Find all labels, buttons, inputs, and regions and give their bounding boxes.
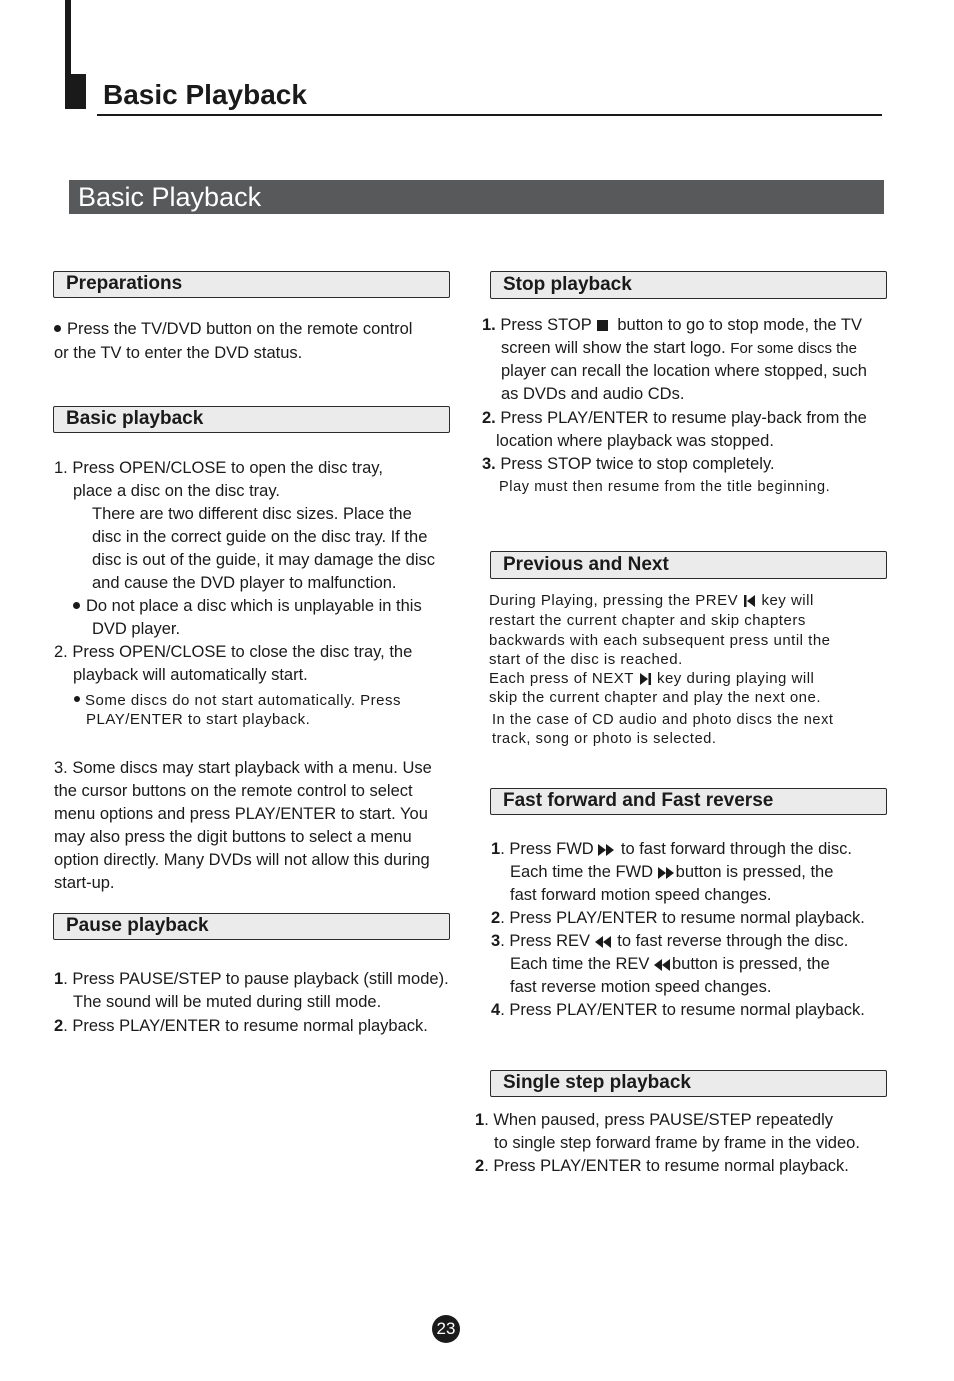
stop-text-1a: Press STOP (500, 316, 592, 334)
basic-line-11-text: Some discs do not start automatically. Press (85, 692, 402, 709)
basic-p3-line-2: the cursor buttons on the remote control to select (54, 782, 413, 800)
stop-text-2a: screen will show the start logo. (501, 339, 726, 357)
fast-forward-icon (598, 844, 616, 856)
step-text-3: . Press PLAY/ENTER to resume normal playback. (484, 1157, 849, 1175)
page-number: 23 (432, 1315, 460, 1343)
preparations-line-1: Press the TV/DVD button on the remote control (54, 318, 412, 341)
stop-line-1 (482, 314, 862, 337)
basic-line-10: playback will automatically start. (73, 666, 308, 684)
basic-p3-line-1: 3. Some discs may start playback with a menu. Use (54, 759, 432, 777)
prevnext-line-2: restart the current chapter and skip chapters (489, 612, 806, 629)
pause-num-2: 2 (54, 1017, 64, 1035)
stop-line-2 (501, 337, 857, 360)
prevnext-text-5b: key during playing will (656, 670, 815, 687)
section-banner: Basic Playback (69, 180, 884, 214)
basic-line-1: 1. Press OPEN/CLOSE to open the disc tray, (54, 459, 383, 477)
fast-forward-reverse-heading: Fast forward and Fast reverse (490, 788, 887, 815)
stop-num-3: 3. (482, 455, 496, 473)
pause-num-1: 1 (54, 970, 64, 988)
ff-text-5a: . Press REV (500, 932, 591, 950)
stop-text-7: Press STOP twice to stop completely. (500, 455, 775, 473)
ff-line-4 (491, 907, 865, 930)
basic-line-7: Do not place a disc which is unplayable in this (73, 595, 422, 618)
basic-line-9: 2. Press OPEN/CLOSE to close the disc tray, the (54, 643, 413, 661)
preparations-line-2: or the TV to enter the DVD status. (54, 344, 303, 362)
basic-playback-heading: Basic playback (53, 406, 450, 433)
ff-line-2 (510, 861, 833, 884)
ff-num-4: 4 (491, 1001, 501, 1019)
ff-text-2a: Each time the FWD (510, 863, 654, 881)
basic-p3-line-5: option directly. Many DVDs will not allow this during (54, 851, 430, 869)
stop-playback-heading: Stop playback (490, 271, 887, 299)
stop-icon (597, 320, 608, 331)
stop-line-4: as DVDs and audio CDs. (501, 385, 685, 403)
stop-text-5: Press PLAY/ENTER to resume play-back from the (500, 409, 867, 427)
previous-next-heading: Previous and Next (490, 551, 887, 579)
basic-p3-line-3: menu options and press PLAY/ENTER to start. You (54, 805, 428, 823)
basic-line-6: and cause the DVD player to malfunction. (92, 574, 397, 592)
title-rule (97, 114, 882, 116)
page-title: Basic Playback (103, 79, 307, 110)
ff-line-6 (510, 953, 830, 976)
prevnext-line-8: track, song or photo is selected. (492, 731, 717, 747)
prevnext-text-1b: key will (761, 592, 814, 609)
prevnext-line-1 (489, 591, 814, 611)
stop-num-2: 2. (482, 409, 496, 427)
basic-line-12: PLAY/ENTER to start playback. (86, 711, 311, 728)
ff-num-1: 1 (491, 840, 501, 858)
pause-text-3: . Press PLAY/ENTER to resume normal playback. (63, 1017, 428, 1035)
basic-line-4: disc in the correct guide on the disc tray. If the (92, 528, 428, 546)
prevnext-text-1a: During Playing, pressing the PREV (489, 592, 739, 609)
stop-line-8: Play must then resume from the title beginning. (499, 479, 831, 495)
ff-text-5b: to fast reverse through the disc. (617, 932, 849, 950)
ff-num-2: 2 (491, 909, 501, 927)
stop-text-2b: For some discs the (730, 340, 857, 357)
ff-line-1 (491, 838, 852, 861)
pause-line-1 (54, 968, 449, 991)
prevnext-text-5a: Each press of NEXT (489, 670, 634, 687)
prevnext-line-3: backwards with each subsequent press until the (489, 632, 831, 649)
bullet-icon (74, 696, 80, 702)
fast-reverse-icon (595, 936, 613, 948)
header-block-decoration (65, 74, 86, 109)
step-num-1: 1 (475, 1111, 485, 1129)
pause-text-1: . Press PAUSE/STEP to pause playback (still mode). (63, 970, 449, 988)
step-line-1 (475, 1109, 833, 1132)
basic-line-3: There are two different disc sizes. Place the (92, 505, 412, 523)
ff-line-8 (491, 999, 865, 1022)
ff-text-8: . Press PLAY/ENTER to resume normal playback. (500, 1001, 865, 1019)
prevnext-line-7: In the case of CD audio and photo discs the next (492, 712, 834, 728)
ff-text-4: . Press PLAY/ENTER to resume normal playback. (500, 909, 865, 927)
step-line-2: to single step forward frame by frame in the video. (494, 1134, 860, 1152)
fast-reverse-icon (654, 959, 672, 971)
stop-line-6: location where playback was stopped. (496, 432, 774, 450)
prevnext-line-6: skip the current chapter and play the next one. (489, 689, 822, 706)
stop-line-3: player can recall the location where stopped, such (501, 362, 867, 380)
stop-text-1b: button to go to stop mode, the TV (617, 316, 862, 334)
prevnext-line-4: start of the disc is reached. (489, 651, 683, 668)
ff-num-3: 3 (491, 932, 501, 950)
basic-line-5: disc is out of the guide, it may damage the disc (92, 551, 436, 569)
basic-line-2: place a disc on the disc tray. (73, 482, 280, 500)
step-num-2: 2 (475, 1157, 485, 1175)
basic-p3-line-4: may also press the digit buttons to select a menu (54, 828, 412, 846)
preparations-heading: Preparations (53, 271, 450, 298)
fast-forward-icon (658, 867, 676, 879)
ff-text-6a: Each time the REV (510, 955, 650, 973)
prevnext-line-5 (489, 669, 814, 689)
stop-line-7 (482, 453, 775, 476)
ff-line-5 (491, 930, 848, 953)
ff-text-6b: button is pressed, the (672, 955, 830, 973)
ff-text-1a: . Press FWD (500, 840, 594, 858)
basic-p3-line-6: start-up. (54, 874, 115, 892)
header-bar-decoration (65, 0, 71, 78)
stop-line-5 (482, 407, 867, 430)
single-step-heading: Single step playback (490, 1070, 887, 1097)
ff-line-3: fast forward motion speed changes. (510, 886, 772, 904)
stop-num-1: 1. (482, 316, 496, 334)
ff-text-2b: button is pressed, the (675, 863, 834, 881)
prev-icon (743, 595, 757, 607)
step-line-3 (475, 1155, 849, 1178)
next-icon (638, 673, 652, 685)
basic-line-8: DVD player. (92, 620, 181, 638)
pause-line-3 (54, 1015, 428, 1038)
pause-playback-heading: Pause playback (53, 913, 450, 940)
pause-line-2: The sound will be muted during still mode. (73, 993, 382, 1011)
ff-line-7: fast reverse motion speed changes. (510, 978, 772, 996)
ff-text-1b: to fast forward through the disc. (620, 840, 852, 858)
step-text-1: . When paused, press PAUSE/STEP repeatedly (484, 1111, 834, 1129)
